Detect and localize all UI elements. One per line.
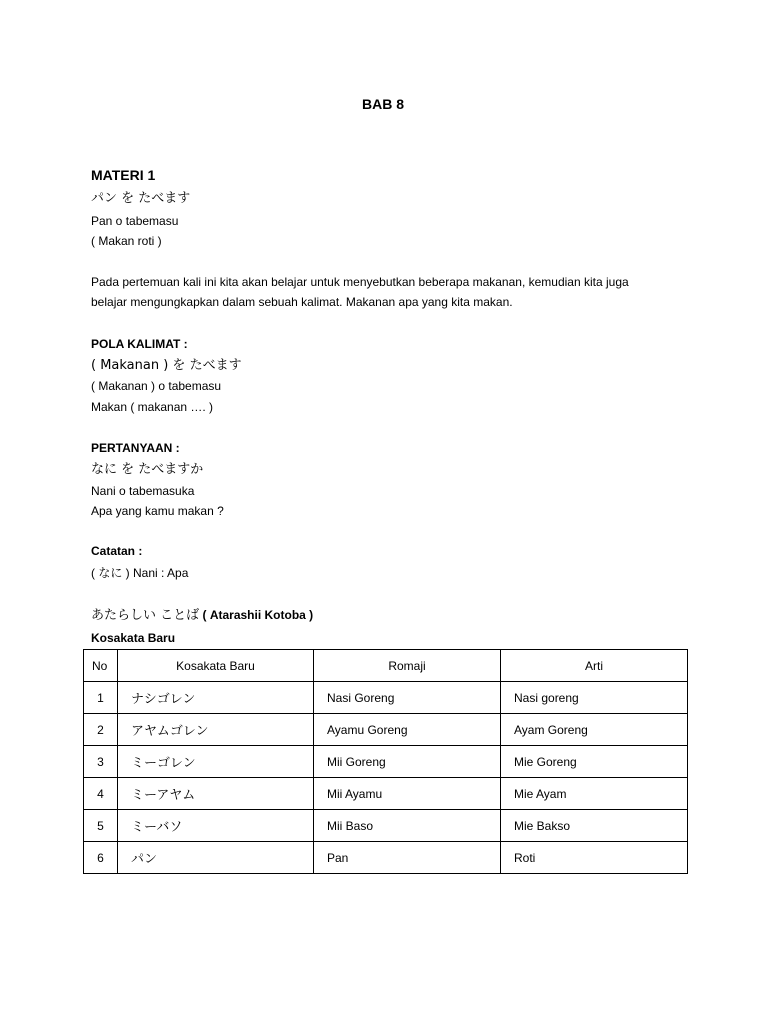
row-no: 5 xyxy=(84,810,118,842)
row-romaji: Mii Ayamu xyxy=(314,778,501,810)
kotoba-heading-romaji: ( Atarashii Kotoba ) xyxy=(202,608,314,622)
pola-romaji: ( Makanan ) o tabemasu xyxy=(91,379,222,393)
table-header-row xyxy=(84,650,688,682)
header-kosakata: Kosakata Baru xyxy=(118,650,314,682)
row-romaji: Pan xyxy=(314,842,501,874)
row-romaji: Ayamu Goreng xyxy=(314,714,501,746)
catatan-text: ( なに ) Nani : Apa xyxy=(91,566,189,580)
intro-line-2: belajar mengungkapkan dalam sebuah kalimat. Makanan apa yang kita makan. xyxy=(91,295,513,309)
row-kosakata: ミーアヤム xyxy=(118,778,314,810)
row-romaji: Mii Baso xyxy=(314,810,501,842)
table-row xyxy=(84,778,688,810)
header-arti: Arti xyxy=(501,650,688,682)
materi-japanese: パン を たべます xyxy=(91,191,191,206)
row-kosakata: パン xyxy=(118,842,314,874)
table-row xyxy=(84,810,688,842)
table-row xyxy=(84,682,688,714)
pertanyaan-heading: PERTANYAAN : xyxy=(91,441,180,455)
kosakata-subheading: Kosakata Baru xyxy=(91,631,176,645)
chapter-title: BAB 8 xyxy=(362,96,405,112)
vocabulary-table xyxy=(83,649,688,874)
table-row xyxy=(84,714,688,746)
header-no: No xyxy=(84,650,118,682)
materi-romaji: Pan o tabemasu xyxy=(91,214,179,228)
row-arti: Roti xyxy=(501,842,688,874)
materi-meaning: ( Makan roti ) xyxy=(91,234,162,248)
row-kosakata: ミーバソ xyxy=(118,810,314,842)
pertanyaan-romaji: Nani o tabemasuka xyxy=(91,484,195,498)
row-arti: Mie Ayam xyxy=(501,778,688,810)
pertanyaan-meaning: Apa yang kamu makan ? xyxy=(91,504,224,518)
row-arti: Mie Bakso xyxy=(501,810,688,842)
pertanyaan-japanese: なに を たべますか xyxy=(91,462,204,477)
row-arti: Ayam Goreng xyxy=(501,714,688,746)
row-no: 4 xyxy=(84,778,118,810)
kotoba-heading-japanese: あたらしい ことば xyxy=(91,608,200,623)
table-row xyxy=(84,842,688,874)
row-kosakata: ナシゴレン xyxy=(118,682,314,714)
row-no: 2 xyxy=(84,714,118,746)
row-no: 1 xyxy=(84,682,118,714)
row-no: 3 xyxy=(84,746,118,778)
pola-heading: POLA KALIMAT : xyxy=(91,337,188,351)
row-arti: Mie Goreng xyxy=(501,746,688,778)
header-romaji: Romaji xyxy=(314,650,501,682)
catatan-heading: Catatan : xyxy=(91,544,143,558)
materi-title: MATERI 1 xyxy=(91,167,156,183)
row-romaji: Mii Goreng xyxy=(314,746,501,778)
row-kosakata: ミーゴレン xyxy=(118,746,314,778)
row-no: 6 xyxy=(84,842,118,874)
row-romaji: Nasi Goreng xyxy=(314,682,501,714)
table-row xyxy=(84,746,688,778)
pola-japanese: ( Makanan ) を たべます xyxy=(91,358,242,373)
kotoba-heading xyxy=(91,609,313,622)
pola-meaning: Makan ( makanan …. ) xyxy=(91,400,214,414)
row-kosakata: アヤムゴレン xyxy=(118,714,314,746)
intro-line-1: Pada pertemuan kali ini kita akan belajar untuk menyebutkan beberapa makanan, kemudian kita juga xyxy=(91,275,629,289)
row-arti: Nasi goreng xyxy=(501,682,688,714)
